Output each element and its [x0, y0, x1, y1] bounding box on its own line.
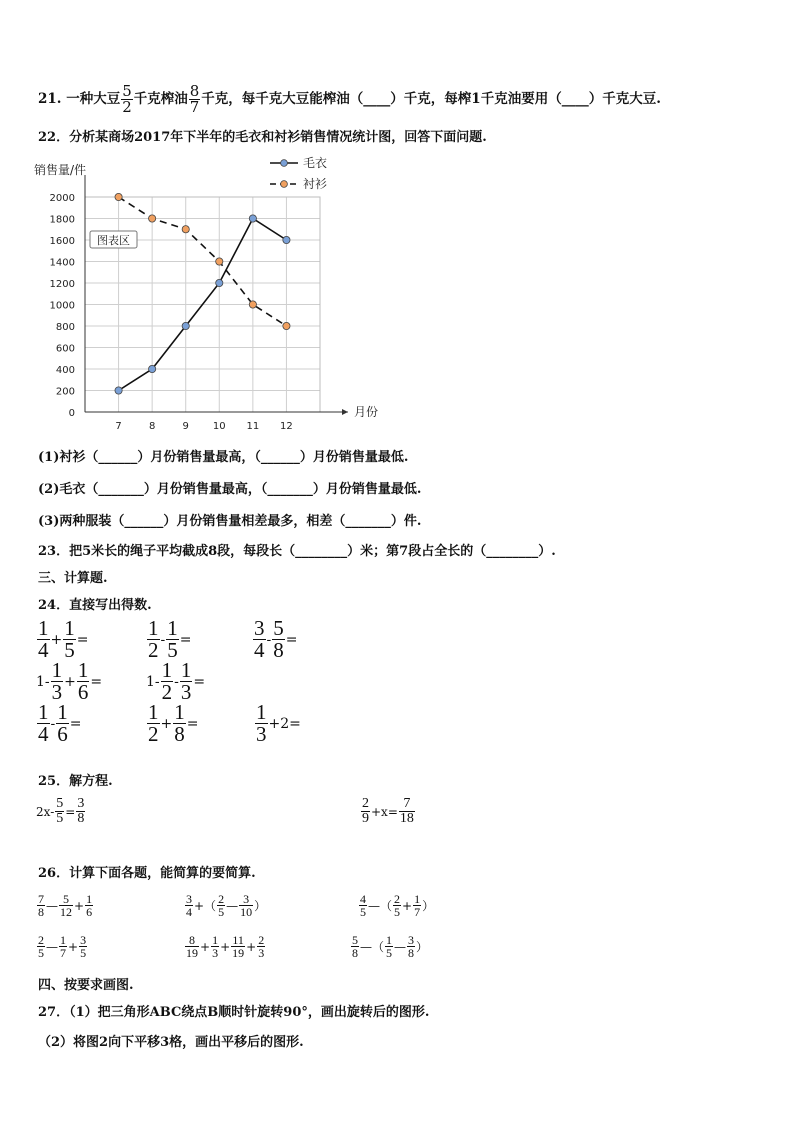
y-tick-label: 200	[55, 386, 75, 398]
q21-number: 21.	[38, 91, 62, 107]
chart-axes	[85, 175, 348, 415]
y-tick-label: 0	[68, 408, 75, 419]
q26-expr-5: $\frac{8}{19}$ + $\frac{1}{3}$ + $\frac{11}{19}$ + $\frac{2}{3}$	[186, 933, 265, 960]
q26-expr-6: $\frac{5}{8}$ —（ $\frac{1}{5}$ — $\frac{3}{8}$ ）	[352, 933, 429, 960]
y-tick-label: 1600	[49, 236, 75, 247]
chart-series	[115, 193, 290, 394]
q24-expr-6: $\frac{1}{4}$ - $\frac{1}{6}$ =	[38, 700, 82, 746]
y-tick-label: 1400	[49, 257, 75, 269]
data-point	[149, 365, 156, 372]
data-point	[149, 215, 156, 222]
q21-text-3: 千克，每千克大豆能榨油（____）千克，每榨1千克油要用（____）千克大豆.	[201, 91, 661, 107]
q21-text-1: 一种大豆	[66, 91, 121, 107]
q24-expr-7: $\frac{1}{2}$ + $\frac{1}{8}$ =	[148, 700, 199, 746]
q24-expr-3: $\frac{3}{4}$ - $\frac{5}{8}$ =	[254, 616, 298, 662]
chart-ticks	[50, 193, 293, 432]
y-tick-label: 1000	[49, 300, 75, 312]
x-tick-label: 7	[115, 421, 122, 432]
q21-text-2: 千克榨油	[133, 91, 188, 107]
y-tick-label: 1800	[49, 214, 75, 226]
data-point	[249, 215, 256, 222]
q24-expr-1: $\frac{1}{4}$ + $\frac{1}{5}$ =	[38, 616, 89, 662]
data-point	[283, 236, 290, 243]
q27-part2: （2）将图2向下平移3格，画出平移后的图形.	[38, 1035, 304, 1050]
legend-label: 毛衣	[303, 156, 328, 170]
q27-part1: 27．（1）把三角形ABC绕点B顺时针旋转90°，画出旋转后的图形.	[38, 1005, 430, 1020]
y-tick-label: 600	[55, 343, 75, 355]
q25-equation-1: 2x- $\frac{5}{5}$ = $\frac{3}{8}$	[36, 796, 85, 826]
q21	[38, 84, 661, 115]
data-point	[216, 258, 223, 265]
q24-expr-4: 1- $\frac{1}{3}$ + $\frac{1}{6}$ =	[36, 658, 103, 704]
x-axis-arrow	[342, 409, 348, 415]
q26-expr-2: $\frac{3}{4}$ +（ $\frac{2}{5}$ — $\frac{3}{10}$ ）	[186, 892, 267, 919]
fraction: $\frac{8}{7}$	[189, 82, 200, 116]
section-3-title: 三、计算题.	[38, 571, 108, 586]
q23: 23．把5米长的绳子平均截成8段，每段长（________）米；第7段占全长的（________）.	[38, 544, 556, 559]
chart-legend	[270, 156, 327, 191]
fraction: $\frac{5}{2}$	[122, 82, 132, 116]
y-tick-label: 400	[55, 365, 75, 376]
q25-equation-2: $\frac{2}{9}$ +x= $\frac{7}{18}$	[362, 796, 414, 826]
data-point	[115, 387, 122, 394]
x-tick-label: 8	[148, 421, 156, 432]
q26-expr-1: $\frac{7}{8}$ — $\frac{5}{12}$ + $\frac{1}{6}$	[38, 892, 93, 919]
legend-label: 衬衫	[303, 177, 328, 191]
q22-stem: 22．分析某商场2017年下半年的毛衣和衬衫销售情况统计图，回答下面问题.	[38, 130, 487, 145]
q22-sub1: (1)衬衫（______）月份销售量最高，（______）月份销售量最低.	[38, 450, 409, 465]
q25-stem: 25．解方程.	[38, 774, 113, 789]
legend-marker	[281, 181, 288, 188]
data-point	[182, 226, 189, 233]
y-axis-title: 销售量/件	[34, 163, 87, 177]
q26-expr-3: $\frac{4}{5}$ —（ $\frac{2}{5}$ + $\frac{1}{7}$ ）	[360, 892, 435, 919]
x-tick-label: 10	[212, 421, 226, 432]
chart-labels	[34, 162, 378, 419]
y-tick-label: 800	[55, 322, 75, 333]
legend-marker	[281, 160, 288, 167]
q26-expr-4: $\frac{2}{5}$ — $\frac{1}{7}$ + $\frac{3}{5}$	[38, 933, 87, 960]
section-4-title: 四、按要求画图.	[38, 978, 134, 993]
q24-expr-8: $\frac{1}{3}$ +2=	[256, 700, 301, 746]
y-tick-label: 2000	[49, 193, 75, 204]
x-axis-title: 月份	[354, 405, 379, 419]
x-tick-label: 11	[246, 421, 260, 432]
data-point	[115, 193, 122, 200]
x-tick-label: 9	[182, 421, 189, 432]
x-tick-label: 12	[280, 421, 293, 432]
q24-expr-5: 1- $\frac{1}{2}$ - $\frac{1}{3}$ =	[146, 658, 206, 704]
y-tick-label: 1200	[49, 279, 75, 290]
data-point	[249, 301, 256, 308]
annotation-text: 图表区	[97, 234, 130, 247]
data-point	[182, 322, 189, 329]
data-point	[283, 322, 290, 329]
q26-stem: 26．计算下面各题，能简算的要简算.	[38, 866, 256, 881]
sales-line-chart	[30, 150, 379, 432]
q24-expr-2: $\frac{1}{2}$ - $\frac{1}{5}$ =	[148, 616, 192, 662]
q22-sub3: (3)两种服装（______）月份销售量相差最多，相差（_______）件.	[38, 514, 422, 529]
q24-stem: 24．直接写出得数.	[38, 598, 152, 613]
data-point	[216, 279, 223, 286]
q22-sub2: (2)毛衣（_______）月份销售量最高，（_______）月份销售量最低.	[38, 482, 422, 497]
